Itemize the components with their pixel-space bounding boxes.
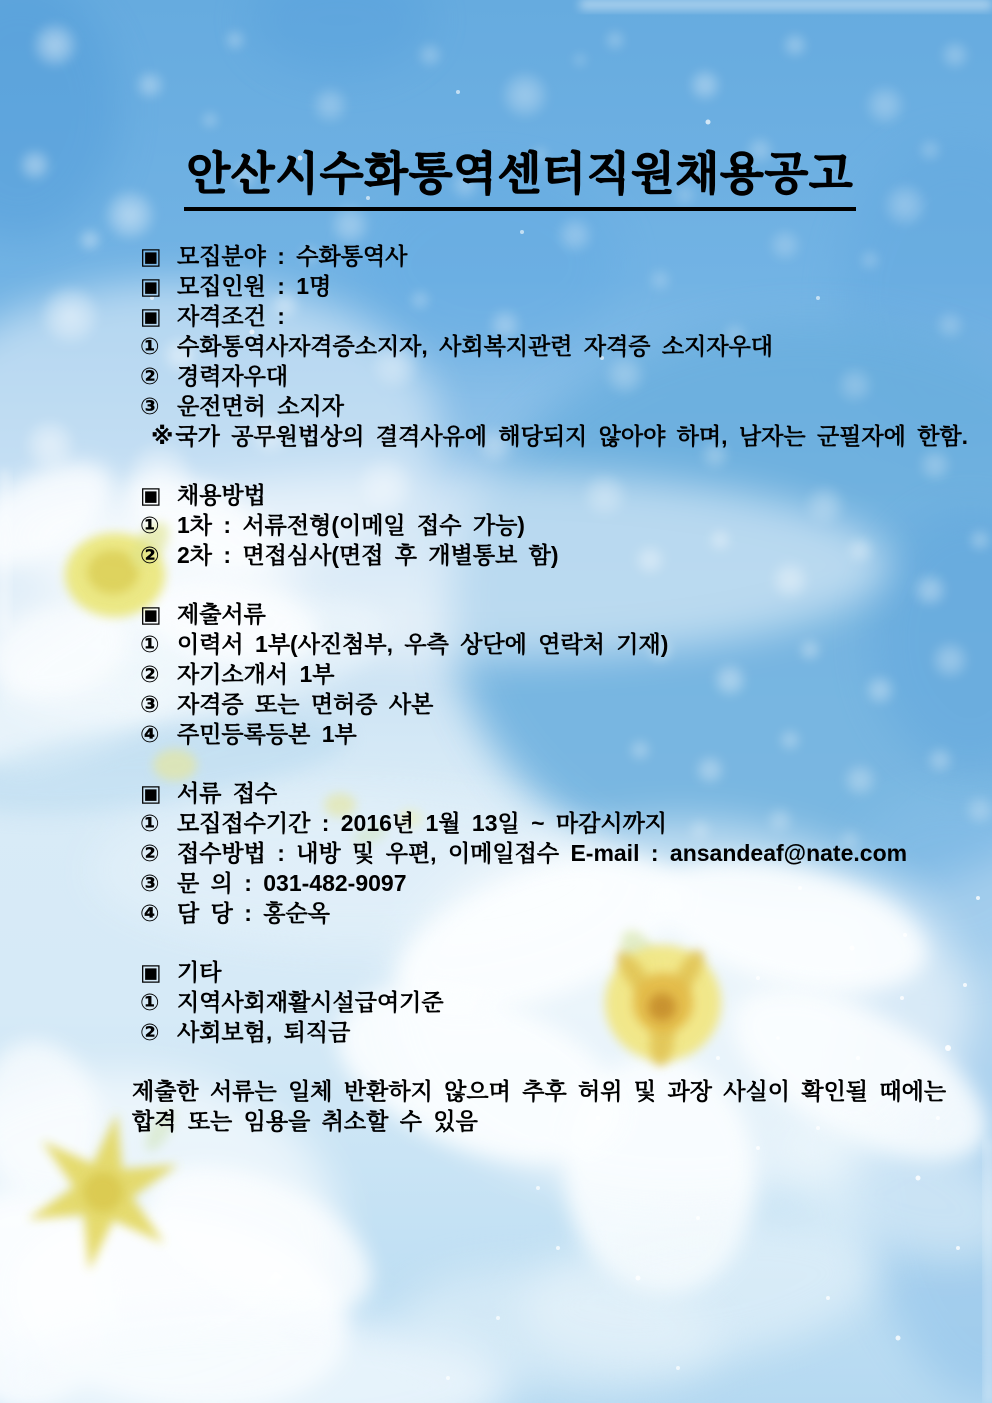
circled-number-bullet: ② (140, 363, 160, 390)
line-text: 채용방법 (177, 482, 266, 509)
line-text: 모집분야 : 수화통역사 (177, 243, 408, 270)
line-text: 국가 공무원법상의 결격사유에 해당되지 않아야 하며, 남자는 군필자에 한함. (175, 423, 969, 450)
line-text: 자격증 또는 면허증 사본 (177, 691, 434, 718)
section-hiring-method (140, 480, 940, 570)
note-line (140, 421, 969, 451)
list-item (140, 361, 940, 391)
circled-number-bullet: ④ (140, 900, 160, 927)
list-item (140, 241, 940, 271)
section-etc (140, 957, 940, 1047)
list-item (140, 510, 940, 540)
line-text: 모집인원 : 1명 (177, 273, 332, 300)
square-bullet: ▣ (140, 601, 162, 628)
circled-number-bullet: ④ (140, 721, 160, 748)
circled-number-bullet: ① (140, 512, 160, 539)
circled-number-bullet: ① (140, 989, 160, 1016)
line-text: 이력서 1부(사진첨부, 우측 상단에 연락처 기재) (177, 631, 669, 658)
footer-line: 합격 또는 임용을 취소할 수 있음 (132, 1108, 478, 1135)
line-text: 수화통역사자격증소지자, 사회복지관련 자격증 소지자우대 (177, 333, 774, 360)
title-wrap (140, 146, 900, 211)
list-item (140, 838, 940, 868)
list-item (140, 301, 940, 331)
list-item (140, 540, 940, 570)
line-text: 1차 : 서류전형(이메일 접수 가능) (177, 512, 525, 539)
circled-number-bullet: ② (140, 661, 160, 688)
square-bullet: ▣ (140, 303, 162, 330)
list-item (140, 808, 940, 838)
list-item (140, 599, 940, 629)
list-item (140, 480, 940, 510)
footer-note (132, 1076, 947, 1136)
line-text: 제출서류 (177, 601, 266, 628)
section-overview (140, 241, 969, 451)
line-text: 2차 : 면접심사(면접 후 개별통보 함) (177, 542, 559, 569)
line-text: 지역사회재활시설급여기준 (177, 989, 444, 1016)
circled-number-bullet: ① (140, 631, 160, 658)
list-item (140, 987, 940, 1017)
list-item (140, 391, 940, 421)
circled-number-bullet: ③ (140, 691, 160, 718)
reference-mark: ※ (151, 423, 174, 450)
circled-number-bullet: ② (140, 542, 160, 569)
line-text: 자기소개서 1부 (177, 661, 335, 688)
square-bullet: ▣ (140, 780, 162, 807)
line-text: 경력자우대 (177, 363, 289, 390)
list-item (140, 659, 940, 689)
list-item (140, 778, 940, 808)
line-text: 모집접수기간 : 2016년 1월 13일 ~ 마감시까지 (177, 810, 668, 837)
square-bullet: ▣ (140, 243, 162, 270)
list-item (140, 689, 940, 719)
section-documents (140, 599, 940, 749)
list-item (140, 957, 940, 987)
square-bullet: ▣ (140, 482, 162, 509)
list-item (140, 331, 940, 361)
line-text: 담 당 : 홍순옥 (177, 900, 330, 927)
circled-number-bullet: ③ (140, 393, 160, 420)
line-text: 사회보험, 퇴직금 (177, 1019, 351, 1046)
list-item (140, 868, 940, 898)
list-item (140, 898, 940, 928)
list-item (140, 1017, 940, 1047)
circled-number-bullet: ② (140, 1019, 160, 1046)
line-text: 운전면허 소지자 (177, 393, 344, 420)
circled-number-bullet: ③ (140, 870, 160, 897)
footer-line: 제출한 서류는 일체 반환하지 않으며 추후 허위 및 과장 사실이 확인될 때에는 (132, 1078, 947, 1105)
list-item (140, 629, 940, 659)
square-bullet: ▣ (140, 959, 162, 986)
line-text: 자격조건 : (177, 303, 285, 330)
circled-number-bullet: ① (140, 810, 160, 837)
section-application (140, 778, 940, 928)
circled-number-bullet: ② (140, 840, 160, 867)
line-text: 문 의 : 031-482-9097 (177, 870, 407, 897)
square-bullet: ▣ (140, 273, 162, 300)
notice-content (132, 146, 969, 1136)
line-text: 접수방법 : 내방 및 우편, 이메일접수 E-mail : ansandeaf@nate.com (177, 840, 908, 867)
page-title: 안산시수화통역센터직원채용공고 (184, 146, 855, 211)
line-text: 서류 접수 (177, 780, 278, 807)
circled-number-bullet: ① (140, 333, 160, 360)
list-item (140, 719, 940, 749)
line-text: 주민등록등본 1부 (177, 721, 357, 748)
list-item (140, 271, 940, 301)
line-text: 기타 (177, 959, 222, 986)
